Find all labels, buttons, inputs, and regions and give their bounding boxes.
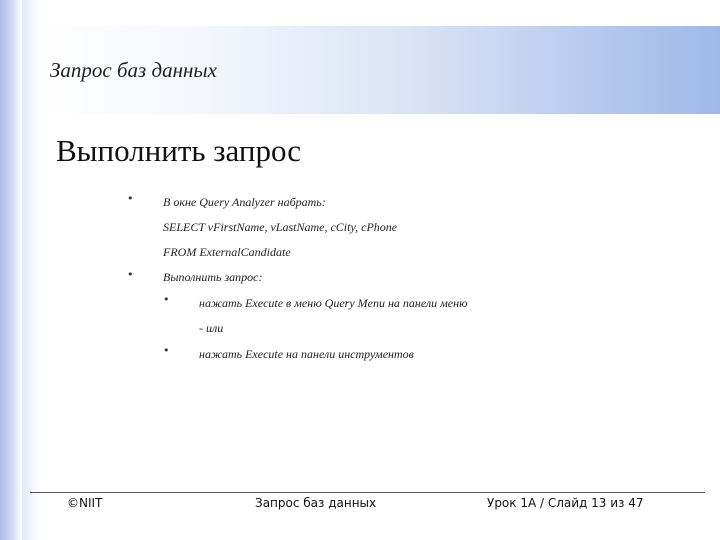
footer-copyright: ©NIIT <box>67 496 103 510</box>
footer-slide-counter: Урок 1A / Слайд 13 из 47 <box>487 496 644 510</box>
sub-bullet-1: • <box>163 293 170 306</box>
item-1-text: В окне Query Analyzer набрать: <box>163 195 326 209</box>
sub-item-2-text: нажать Execute на панели инструментов <box>199 347 414 361</box>
code-line-1: SELECT vFirstName, vLastName, cCity, cPhone <box>163 220 398 234</box>
sub-item-1-text: нажать Execute в меню Query Menu на панели меню <box>199 296 468 310</box>
footer-divider <box>30 492 705 493</box>
or-text: - или <box>199 321 224 335</box>
item-2-text: Выполнить запрос: <box>163 270 263 284</box>
bullet-2: • <box>127 268 134 281</box>
header-title: Запрос баз данных <box>50 58 217 82</box>
slide-title: Выполнить запрос <box>56 133 301 168</box>
sub-bullet-2: • <box>163 344 170 357</box>
bullet-1: • <box>127 192 134 205</box>
code-line-2: FROM ExternalCandidate <box>163 245 291 259</box>
footer-topic: Запрос баз данных <box>255 496 377 510</box>
